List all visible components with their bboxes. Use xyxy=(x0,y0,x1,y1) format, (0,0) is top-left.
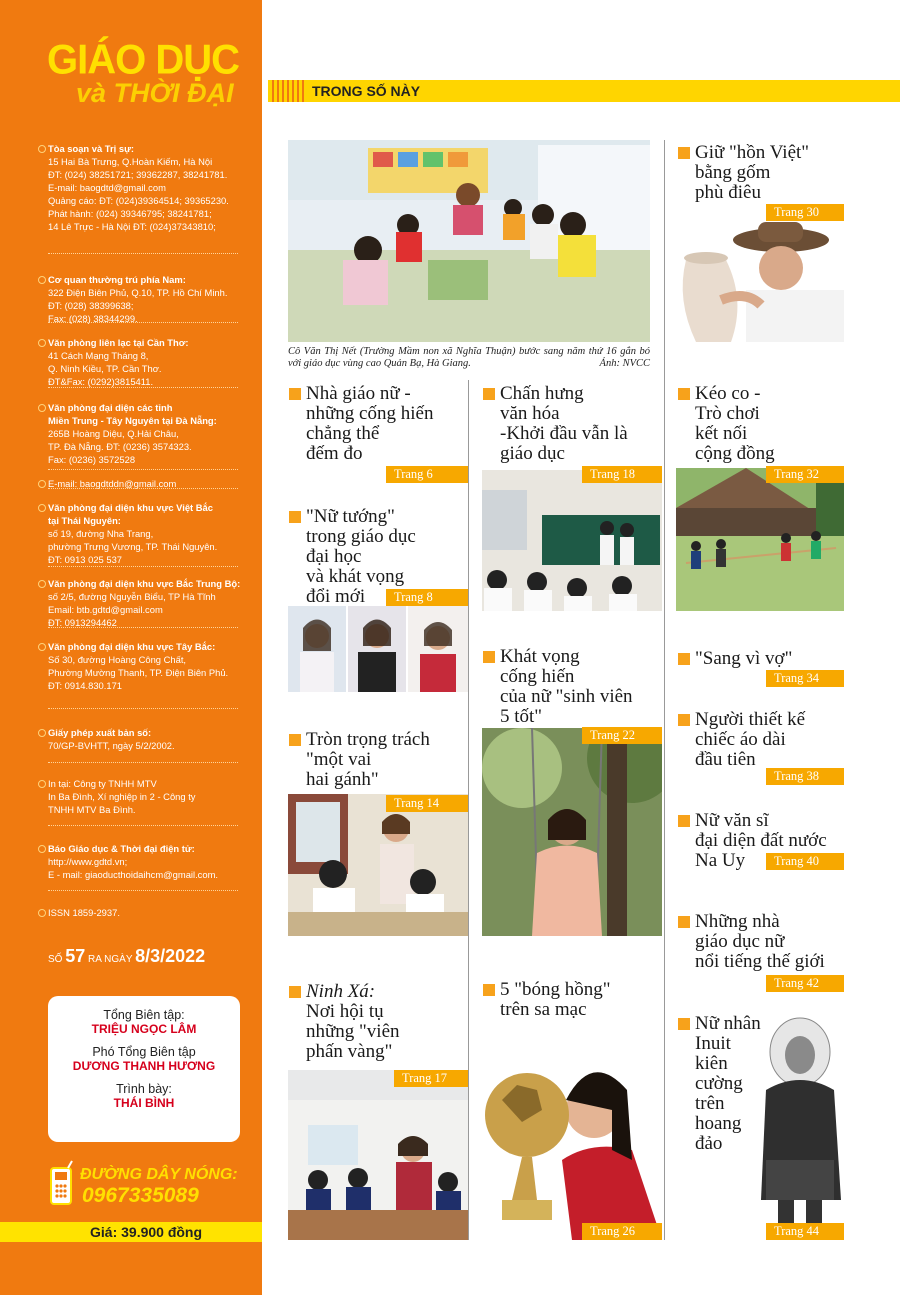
info-line: 322 Điện Biên Phủ, Q.10, TP. Hồ Chí Minh. xyxy=(48,287,228,298)
masthead-title: GIÁO DỤC xyxy=(47,36,239,84)
headline-line: cộng đồng xyxy=(695,443,775,464)
page-tag[interactable]: Trang 17 xyxy=(394,1070,468,1087)
article-headline[interactable] xyxy=(695,912,825,972)
bullet-icon xyxy=(38,643,46,651)
bullet-square-icon xyxy=(678,1018,690,1030)
column-divider xyxy=(664,140,665,1240)
price: Giá: 39.900 đồng xyxy=(0,1222,262,1242)
info-line: Phát hành: (024) 39346795; 38241781; xyxy=(48,208,212,219)
credit-role: Trình bày: xyxy=(116,1082,172,1096)
student-sitting-photo xyxy=(482,728,662,936)
info-line: ĐT: 0914.830.171 xyxy=(48,680,123,691)
page-tag[interactable]: Trang 32 xyxy=(766,466,844,483)
headline-line: -Khởi đầu vẫn là xyxy=(500,423,628,444)
headline-line: đảo xyxy=(695,1133,723,1154)
issue-so-label: SỐ xyxy=(48,954,63,965)
headline-line: Nơi hội tụ xyxy=(306,1001,384,1022)
schoolroom-photo xyxy=(288,1070,468,1240)
article-headline[interactable] xyxy=(695,143,809,203)
hotline-label: ĐƯỜNG DÂY NÓNG: xyxy=(80,1166,238,1183)
photo-caption xyxy=(288,346,650,370)
headline-line: Na Uy xyxy=(695,850,746,871)
headline-line: hoang xyxy=(695,1113,742,1134)
headline-line: văn hóa xyxy=(500,403,560,424)
info-block xyxy=(48,640,253,692)
info-line: Fax: (0236) 3572528 xyxy=(48,454,136,465)
page-tag[interactable]: Trang 26 xyxy=(582,1223,662,1240)
headline-line: phấn vàng" xyxy=(306,1041,393,1062)
headline-line: "Nữ tướng" xyxy=(306,506,395,527)
info-line: 14 Lê Trực - Hà Nội ĐT: (024)37343810; xyxy=(48,221,216,232)
headline-line: kết nối xyxy=(695,423,748,444)
headline-line: "một vai xyxy=(306,749,372,770)
info-line: Q. Ninh Kiều, TP. Cần Thơ. xyxy=(48,363,162,374)
headline-line: Nhà giáo nữ - xyxy=(306,383,411,404)
issue-date-label: RA NGÀY xyxy=(88,954,133,965)
info-block xyxy=(48,577,253,629)
bullet-icon xyxy=(38,404,46,412)
page-tag[interactable]: Trang 6 xyxy=(386,466,468,483)
headline-line: đại học xyxy=(306,546,362,567)
bullet-icon xyxy=(38,276,46,284)
info-line: Báo Giáo dục & Thời đại điện tử: xyxy=(48,843,195,854)
headline-line: 5 tốt" xyxy=(500,706,543,727)
hotline-number: 0967335089 xyxy=(82,1184,199,1207)
page-tag[interactable]: Trang 8 xyxy=(386,589,468,606)
info-line: TNHH MTV Ba Đình. xyxy=(48,804,136,815)
page-tag[interactable]: Trang 42 xyxy=(766,975,844,992)
phone-icon xyxy=(48,1160,78,1208)
bullet-square-icon xyxy=(678,653,690,665)
headline-line: nổi tiếng thế giới xyxy=(695,951,825,972)
caption-credit: Ảnh: NVCC xyxy=(599,358,650,369)
bullet-icon xyxy=(38,729,46,737)
page-tag[interactable]: Trang 44 xyxy=(766,1223,844,1240)
headline-line: của nữ "sinh viên xyxy=(500,686,633,707)
info-line: tại Thái Nguyên: xyxy=(48,515,121,526)
info-line: Miền Trung - Tây Nguyên tại Đà Nẵng: xyxy=(48,415,217,426)
bullet-square-icon xyxy=(678,815,690,827)
headline-line: Ninh Xá: xyxy=(306,981,376,1002)
headline-line: và khát vọng xyxy=(306,566,405,587)
headline-line: Chấn hưng xyxy=(500,383,584,404)
info-line: In Ba Đình, Xí nghiệp in 2 - Công ty xyxy=(48,791,196,802)
headline-line: 5 "bóng hồng" xyxy=(500,979,611,1000)
issue-info xyxy=(48,946,205,967)
info-line: Văn phòng đại diện khu vực Việt Bắc xyxy=(48,502,213,513)
divider xyxy=(48,627,238,628)
article-headline[interactable] xyxy=(695,384,775,464)
divider xyxy=(48,469,238,470)
headline-line: Nữ văn sĩ xyxy=(695,810,769,831)
info-line: 70/GP-BVHTT, ngày 5/2/2002. xyxy=(48,740,175,751)
bullet-square-icon xyxy=(289,734,301,746)
info-line: Tòa soạn và Trị sự: xyxy=(48,143,134,154)
section-header xyxy=(268,80,900,102)
info-line: E-mail: baogdtd@gmail.com xyxy=(48,182,166,193)
article-headline[interactable] xyxy=(695,649,792,669)
headline-line: đếm đo xyxy=(306,443,363,464)
inuit-woman-photo xyxy=(756,1010,844,1230)
info-line: Số 30, đường Hoàng Công Chất, xyxy=(48,654,187,665)
headline-line: đổi mới xyxy=(306,586,366,607)
bullet-square-icon xyxy=(483,388,495,400)
caption-text: Cô Văn Thị Nết (Trường Mầm non xã Nghĩa Thuận) bước sang năm thứ 16 gắn bó với giáo dục vùng cao Quản Bạ, Hà Giang. xyxy=(288,346,650,369)
headline-line: Nữ nhân xyxy=(695,1013,761,1034)
bullet-square-icon xyxy=(678,916,690,928)
headline-line: giáo dục xyxy=(500,443,565,464)
info-line: Văn phòng liên lạc tại Cần Thơ: xyxy=(48,337,189,348)
headline-line: chẳng thể xyxy=(306,423,380,444)
headline-line: cường xyxy=(695,1073,743,1094)
headline-line: chiếc áo dài xyxy=(695,729,786,750)
info-line: 41 Cách Mạng Tháng 8, xyxy=(48,350,149,361)
info-line: ISSN 1859-2937. xyxy=(48,907,120,918)
section-title: TRONG SỐ NÀY xyxy=(312,83,421,99)
info-line: ĐT: 0913 025 537 xyxy=(48,554,123,565)
info-line: số 2/5, đường Nguyễn Biểu, TP Hà Tĩnh xyxy=(48,591,216,602)
column-divider xyxy=(468,380,469,1240)
credit-role: Phó Tổng Biên tập xyxy=(92,1045,196,1059)
info-block xyxy=(48,401,253,466)
headline-line: "Sang vì vợ" xyxy=(695,648,793,669)
header-stripes xyxy=(272,80,304,102)
headline-line: đại diện đất nước xyxy=(695,830,827,851)
bullet-square-icon xyxy=(678,714,690,726)
headline-line: giáo dục nữ xyxy=(695,931,785,952)
bullet-square-icon xyxy=(678,388,690,400)
info-line: In tại: Công ty TNHH MTV xyxy=(48,778,157,789)
headline-line: Giữ "hồn Việt" xyxy=(695,142,810,163)
info-line: E - mail: giaoducthoidaihcm@gmail.com. xyxy=(48,869,218,880)
divider xyxy=(48,387,238,388)
bullet-square-icon xyxy=(289,511,301,523)
article-headline[interactable] xyxy=(306,730,430,790)
info-block xyxy=(48,142,253,233)
info-line: Giấy phép xuất bản số: xyxy=(48,727,152,738)
info-block xyxy=(48,273,253,325)
divider xyxy=(48,253,238,254)
info-line: Email: btb.gdtd@gmail.com xyxy=(48,604,163,615)
info-line: TP. Đà Nẵng. ĐT: (0236) 3574323. xyxy=(48,441,192,452)
page-tag[interactable]: Trang 22 xyxy=(582,727,662,744)
calligraphy-classroom-photo xyxy=(482,470,662,611)
headline-line: Khát vọng xyxy=(500,646,580,667)
credit-name: TRIỆU NGỌC LÂM xyxy=(91,1022,197,1036)
headline-line: Inuit xyxy=(695,1033,731,1054)
sidebar xyxy=(0,0,262,1295)
divider xyxy=(48,890,238,891)
divider xyxy=(48,322,238,323)
info-block xyxy=(48,726,253,752)
article-headline[interactable] xyxy=(306,982,400,1062)
headline-line: đầu tiên xyxy=(695,749,756,770)
bullet-icon xyxy=(38,504,46,512)
pottery-artist-photo xyxy=(676,220,844,342)
info-block xyxy=(48,906,253,919)
info-line: Quảng cáo: ĐT: (024)39364514; 39365230. xyxy=(48,195,229,206)
divider xyxy=(48,566,238,567)
divider xyxy=(48,708,238,709)
kindergarten-photo xyxy=(288,140,650,342)
bullet-icon xyxy=(38,145,46,153)
divider xyxy=(48,825,238,826)
bullet-square-icon xyxy=(289,388,301,400)
page-tag[interactable]: Trang 40 xyxy=(766,853,844,870)
info-block xyxy=(48,777,253,816)
info-line: ĐT: (024) 38251721; 39362287, 38241781. xyxy=(48,169,228,180)
headline-line: cống hiến xyxy=(500,666,575,687)
page-tag[interactable]: Trang 38 xyxy=(766,768,844,785)
bullet-icon xyxy=(38,580,46,588)
credit-role: Tổng Biên tập: xyxy=(103,1008,185,1022)
info-line: E-mail: baogdtddn@gmail.com xyxy=(48,478,177,489)
info-line: ĐT&Fax: (0292)3815411. xyxy=(48,376,154,387)
headline-line: Những nhà xyxy=(695,911,780,932)
issue-date: 8/3/2022 xyxy=(135,946,206,966)
bullet-icon xyxy=(38,909,46,917)
article-headline[interactable] xyxy=(500,647,633,727)
divider xyxy=(48,762,238,763)
page-tag[interactable]: Trang 30 xyxy=(766,204,844,221)
info-line: 15 Hai Bà Trưng, Q.Hoàn Kiếm, Hà Nội xyxy=(48,156,213,167)
info-block xyxy=(48,501,253,566)
page-tag[interactable]: Trang 34 xyxy=(766,670,844,687)
bullet-icon xyxy=(38,780,46,788)
bullet-square-icon xyxy=(678,147,690,159)
bullet-icon xyxy=(38,339,46,347)
article-headline[interactable] xyxy=(695,710,805,770)
headline-line: trong giáo dục xyxy=(306,526,416,547)
info-line: Phường Mường Thanh, TP. Điện Biên Phủ. xyxy=(48,667,229,678)
info-line: ĐT: (028) 38399638; xyxy=(48,300,134,311)
article-headline[interactable] xyxy=(500,980,611,1020)
headline-line: trên xyxy=(695,1093,725,1114)
bullet-icon xyxy=(38,480,46,488)
credit-name: THÁI BÌNH xyxy=(113,1096,175,1110)
divider xyxy=(48,488,238,489)
bullet-square-icon xyxy=(483,651,495,663)
info-line: phường Trưng Vương, TP. Thái Nguyên. xyxy=(48,541,218,552)
info-line: Văn phòng đại diện khu vực Bắc Trung Bộ: xyxy=(48,578,241,589)
info-line: 265B Hoàng Diệu, Q.Hải Châu, xyxy=(48,428,179,439)
credit-name: DƯƠNG THANH HƯƠNG xyxy=(72,1059,216,1073)
info-block xyxy=(48,336,253,388)
masthead-subtitle: và THỜI ĐẠI xyxy=(76,78,234,108)
info-line: ĐT: 0913294462 xyxy=(48,617,117,628)
info-line: Fax: (028) 38344299. xyxy=(48,313,138,324)
info-line: Văn phòng đại diện khu vực Tây Bắc: xyxy=(48,641,216,652)
headline-line: những cống hiến xyxy=(306,403,434,424)
headline-line: hai gánh" xyxy=(306,769,379,790)
article-headline[interactable] xyxy=(695,1014,761,1154)
headline-line: những "viên xyxy=(306,1021,400,1042)
headline-line: Trò chơi xyxy=(695,403,760,424)
article-headline[interactable] xyxy=(306,384,433,464)
headline-line: Người thiết kế xyxy=(695,709,806,730)
info-line: http://www.gdtd.vn; xyxy=(48,856,128,867)
headline-line: trên sa mạc xyxy=(500,999,587,1020)
teacher-class-photo xyxy=(288,794,468,936)
headline-line: phù điêu xyxy=(695,182,761,203)
headline-line: Tròn trọng trách xyxy=(306,729,430,750)
bullet-square-icon xyxy=(289,986,301,998)
headline-line: kiên xyxy=(695,1053,728,1074)
page-tag[interactable]: Trang 14 xyxy=(386,795,468,812)
bullet-square-icon xyxy=(483,984,495,996)
women-leaders-photo xyxy=(288,606,468,692)
article-headline[interactable] xyxy=(500,384,628,464)
headline-line: Kéo co - xyxy=(695,383,761,404)
tug-of-war-photo xyxy=(676,468,844,611)
credits-box xyxy=(48,996,240,1142)
page-tag[interactable]: Trang 18 xyxy=(582,466,662,483)
issue-number: 57 xyxy=(65,946,86,966)
bullet-icon xyxy=(38,845,46,853)
info-line: Văn phòng đại diện các tỉnh xyxy=(48,402,173,413)
info-block xyxy=(48,842,253,881)
football-trophy-photo xyxy=(482,1040,662,1240)
info-line: Cơ quan thường trú phía Nam: xyxy=(48,274,186,285)
info-line: số 19, đường Nha Trang, xyxy=(48,528,154,539)
headline-line: bằng gốm xyxy=(695,162,771,183)
